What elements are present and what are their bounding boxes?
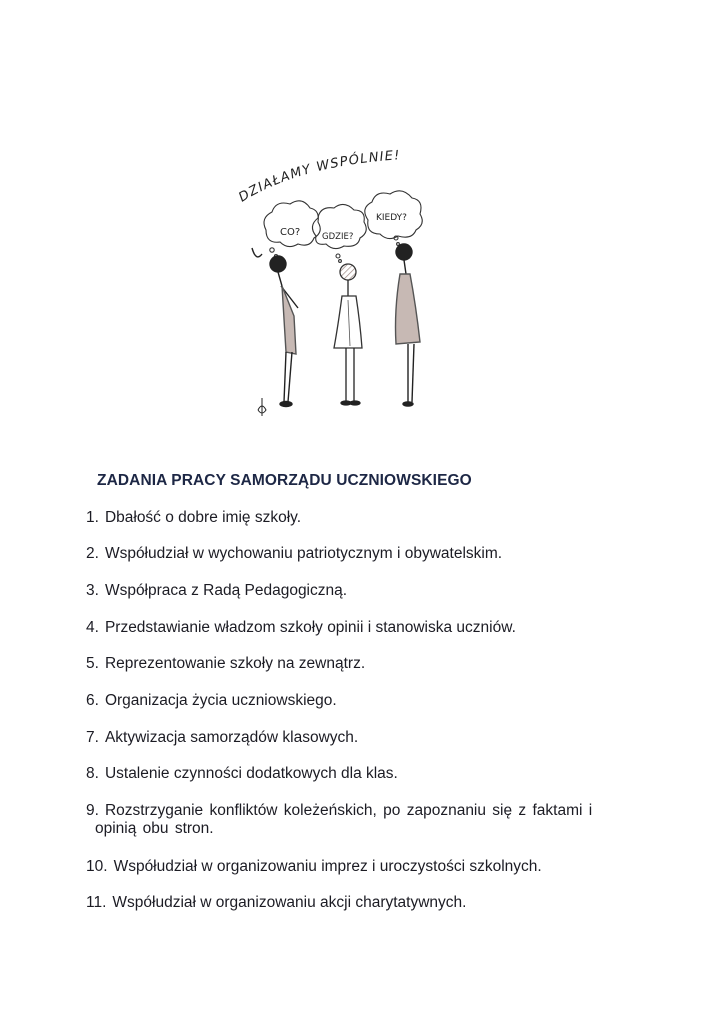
list-item-text: Współpraca z Radą Pedagogiczną.: [104, 582, 348, 599]
list-item-text: Dbałość o dobre imię szkoły.: [104, 509, 302, 526]
list-item: [86, 582, 658, 600]
bubble-label-when: KIEDY?: [376, 213, 407, 223]
list-item-number: 6.: [86, 692, 99, 709]
list-item-number: 7.: [86, 729, 99, 746]
list-item-text: Reprezentowanie szkoły na zewnątrz.: [104, 655, 366, 672]
list-item: [86, 858, 658, 876]
list-item-number: 1.: [86, 509, 99, 526]
list-item-number: 9.: [86, 802, 99, 819]
list-item-text: Współudział w wychowaniu patriotycznym i obywatelskim.: [104, 545, 503, 562]
list-item: [86, 619, 658, 637]
list-item: [86, 545, 658, 563]
list-item: [86, 802, 658, 838]
list-item-text: Współudział w organizowaniu akcji charytatywnych.: [112, 894, 467, 911]
figure-left: [252, 248, 298, 407]
list-item-text: Aktywizacja samorządów klasowych.: [104, 729, 359, 746]
page-title: ZADANIA PRACY SAMORZĄDU UCZNIOWSKIEGO: [97, 472, 472, 489]
bubble-label-what: CO?: [280, 227, 301, 238]
list-item-text-continuation: opinią obu stron.: [95, 820, 214, 837]
list-item-number: 5.: [86, 655, 99, 672]
list-item: [86, 729, 658, 747]
artist-mark: [258, 398, 266, 416]
illustration-caption-text: DZIAŁAMY WSPÓLNIE!: [236, 148, 402, 206]
list-item-number: 4.: [86, 619, 99, 636]
list-item-text: Współudział w organizowaniu imprez i uroczystości szkolnych.: [113, 858, 542, 875]
bubble-label-where: GDZIE?: [322, 232, 354, 242]
list-item: [86, 509, 658, 527]
list-item-number: 8.: [86, 765, 99, 782]
illustration-three-figures: [228, 140, 448, 422]
figure-right: [396, 244, 421, 406]
list-item: [86, 765, 658, 783]
list-item-number: 10.: [86, 858, 108, 875]
list-item-number: 2.: [86, 545, 99, 562]
list-item-text: Organizacja życia uczniowskiego.: [104, 692, 337, 709]
list-item-text: Ustalenie czynności dodatkowych dla klas.: [104, 765, 398, 782]
list-item-text: Rozstrzyganie konfliktów koleżeńskich, po zapoznaniu się z faktami i: [104, 802, 593, 819]
list-item: [86, 894, 658, 912]
list-item: [86, 692, 658, 710]
list-item-text: Przedstawianie władzom szkoły opinii i stanowiska uczniów.: [104, 619, 516, 636]
list-item: [86, 655, 658, 673]
list-item-number: 3.: [86, 582, 99, 599]
illustration-caption: [236, 148, 401, 205]
list-item-number: 11.: [86, 894, 107, 911]
figure-middle: [334, 264, 362, 405]
